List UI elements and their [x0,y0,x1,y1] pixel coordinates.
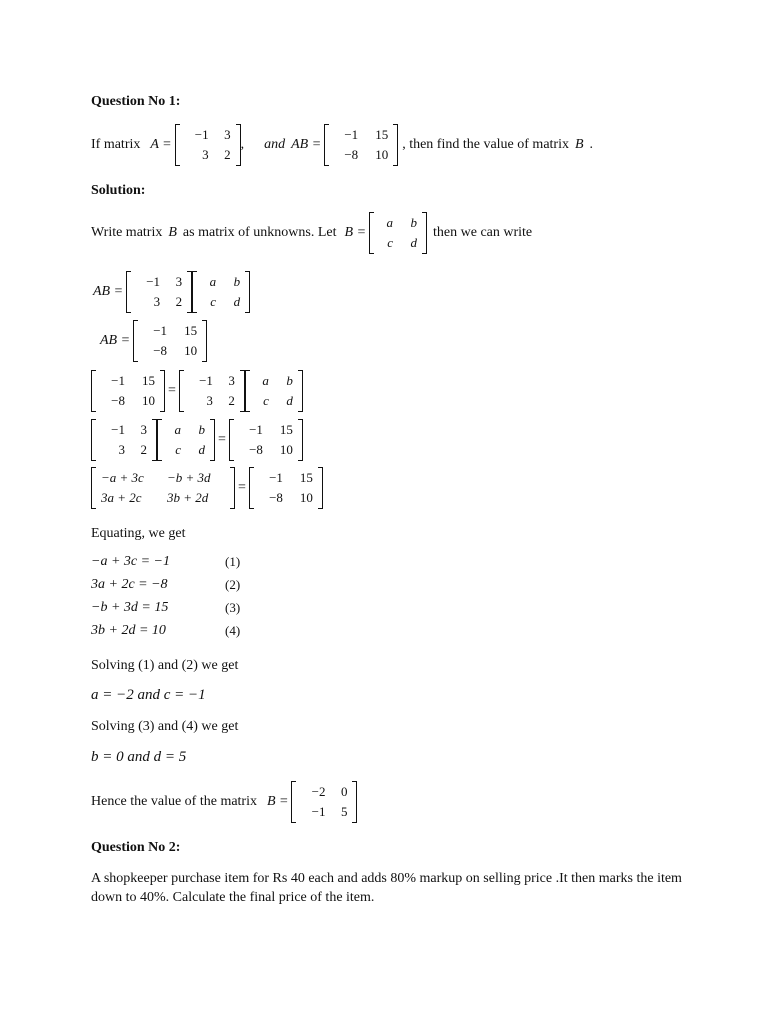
step1-matrix-a: −1 3 3 2 [126,271,192,313]
equals-sign: = [238,480,246,495]
intro-b-label: B = [344,225,367,240]
step-given-equals-product [91,370,303,412]
equation-3: −b + 3d = 15 [91,600,169,615]
step-ab-given [100,320,207,362]
step5-matrix-ab: −1 15 −8 10 [249,467,323,509]
statement-prefix: If matrix [91,137,141,152]
solution-title: Solution: [91,183,146,198]
intro-prefix: Write matrix [91,225,163,240]
equation-4: 3b + 2d = 10 [91,623,166,638]
statement-suffix: , then find the value of matrix [402,137,569,152]
intro-suffix: then we can write [433,225,533,240]
question-1-statement [91,124,593,166]
answer-a-c: a = −2 and c = −1 [91,687,206,703]
final-answer [91,781,357,823]
hence-b-label: B = [266,794,289,809]
equation-3-number: (3) [225,600,241,615]
hence-text: Hence the value of the matrix [91,794,257,809]
step-ab-product [93,271,250,313]
matrix-a: −1 3 3 2 [175,124,241,166]
matrix-b-var: B [574,137,584,152]
equals-sign: = [168,383,176,398]
period: . [589,137,594,152]
step-ab-label: AB = [93,284,124,299]
equation-2: 3a + 2c = −8 [91,577,168,592]
solving-1-2-text: Solving (1) and (2) we get [91,658,239,673]
matrix-b-unknowns: a b c d [369,212,427,254]
equation-2-number: (2) [225,577,241,592]
equals-sign: = [218,432,226,447]
matrix-ab: −1 15 −8 10 [324,124,398,166]
step2-ab-label: AB = [100,333,131,348]
step3-matrix-ab: −1 15 −8 10 [91,370,165,412]
equation-4-number: (4) [225,623,241,638]
step1-matrix-b: a b c d [192,271,250,313]
intro-mid: as matrix of unknowns. Let [182,225,337,240]
equation-1-number: (1) [225,554,241,569]
question-2-text: A shopkeeper purchase item for Rs 40 each and adds 80% markup on selling price .It then marks the item down to 40%. Calculate the final price of the item. [91,871,682,905]
matrix-a-label: A = [150,137,172,152]
solution-intro [91,212,532,254]
matrix-b-result: −2 0 −1 5 [291,781,357,823]
equation-1: −a + 3c = −1 [91,554,171,569]
step3-matrix-b: a b c d [245,370,303,412]
step4-matrix-b: a b c d [157,419,215,461]
question-1-title: Question No 1: [91,94,181,109]
solving-3-4-text: Solving (3) and (4) we get [91,719,239,734]
step-product-equals-given [91,419,303,461]
equating-text: Equating, we get [91,526,186,541]
step2-matrix-ab: −1 15 −8 10 [133,320,207,362]
step4-matrix-a: −1 3 3 2 [91,419,157,461]
comma: , [240,137,245,152]
and-word: and [264,137,286,152]
question-2-title: Question No 2: [91,840,181,855]
matrix-ab-label: AB = [291,137,322,152]
intro-b-var: B [168,225,177,240]
step3-matrix-a: −1 3 3 2 [179,370,245,412]
step-expanded-product [91,467,323,509]
expanded-product-matrix: −a + 3c −b + 3d 3a + 2c 3b + 2d [91,467,235,509]
answer-b-d: b = 0 and d = 5 [91,749,187,765]
step4-matrix-ab: −1 15 −8 10 [229,419,303,461]
